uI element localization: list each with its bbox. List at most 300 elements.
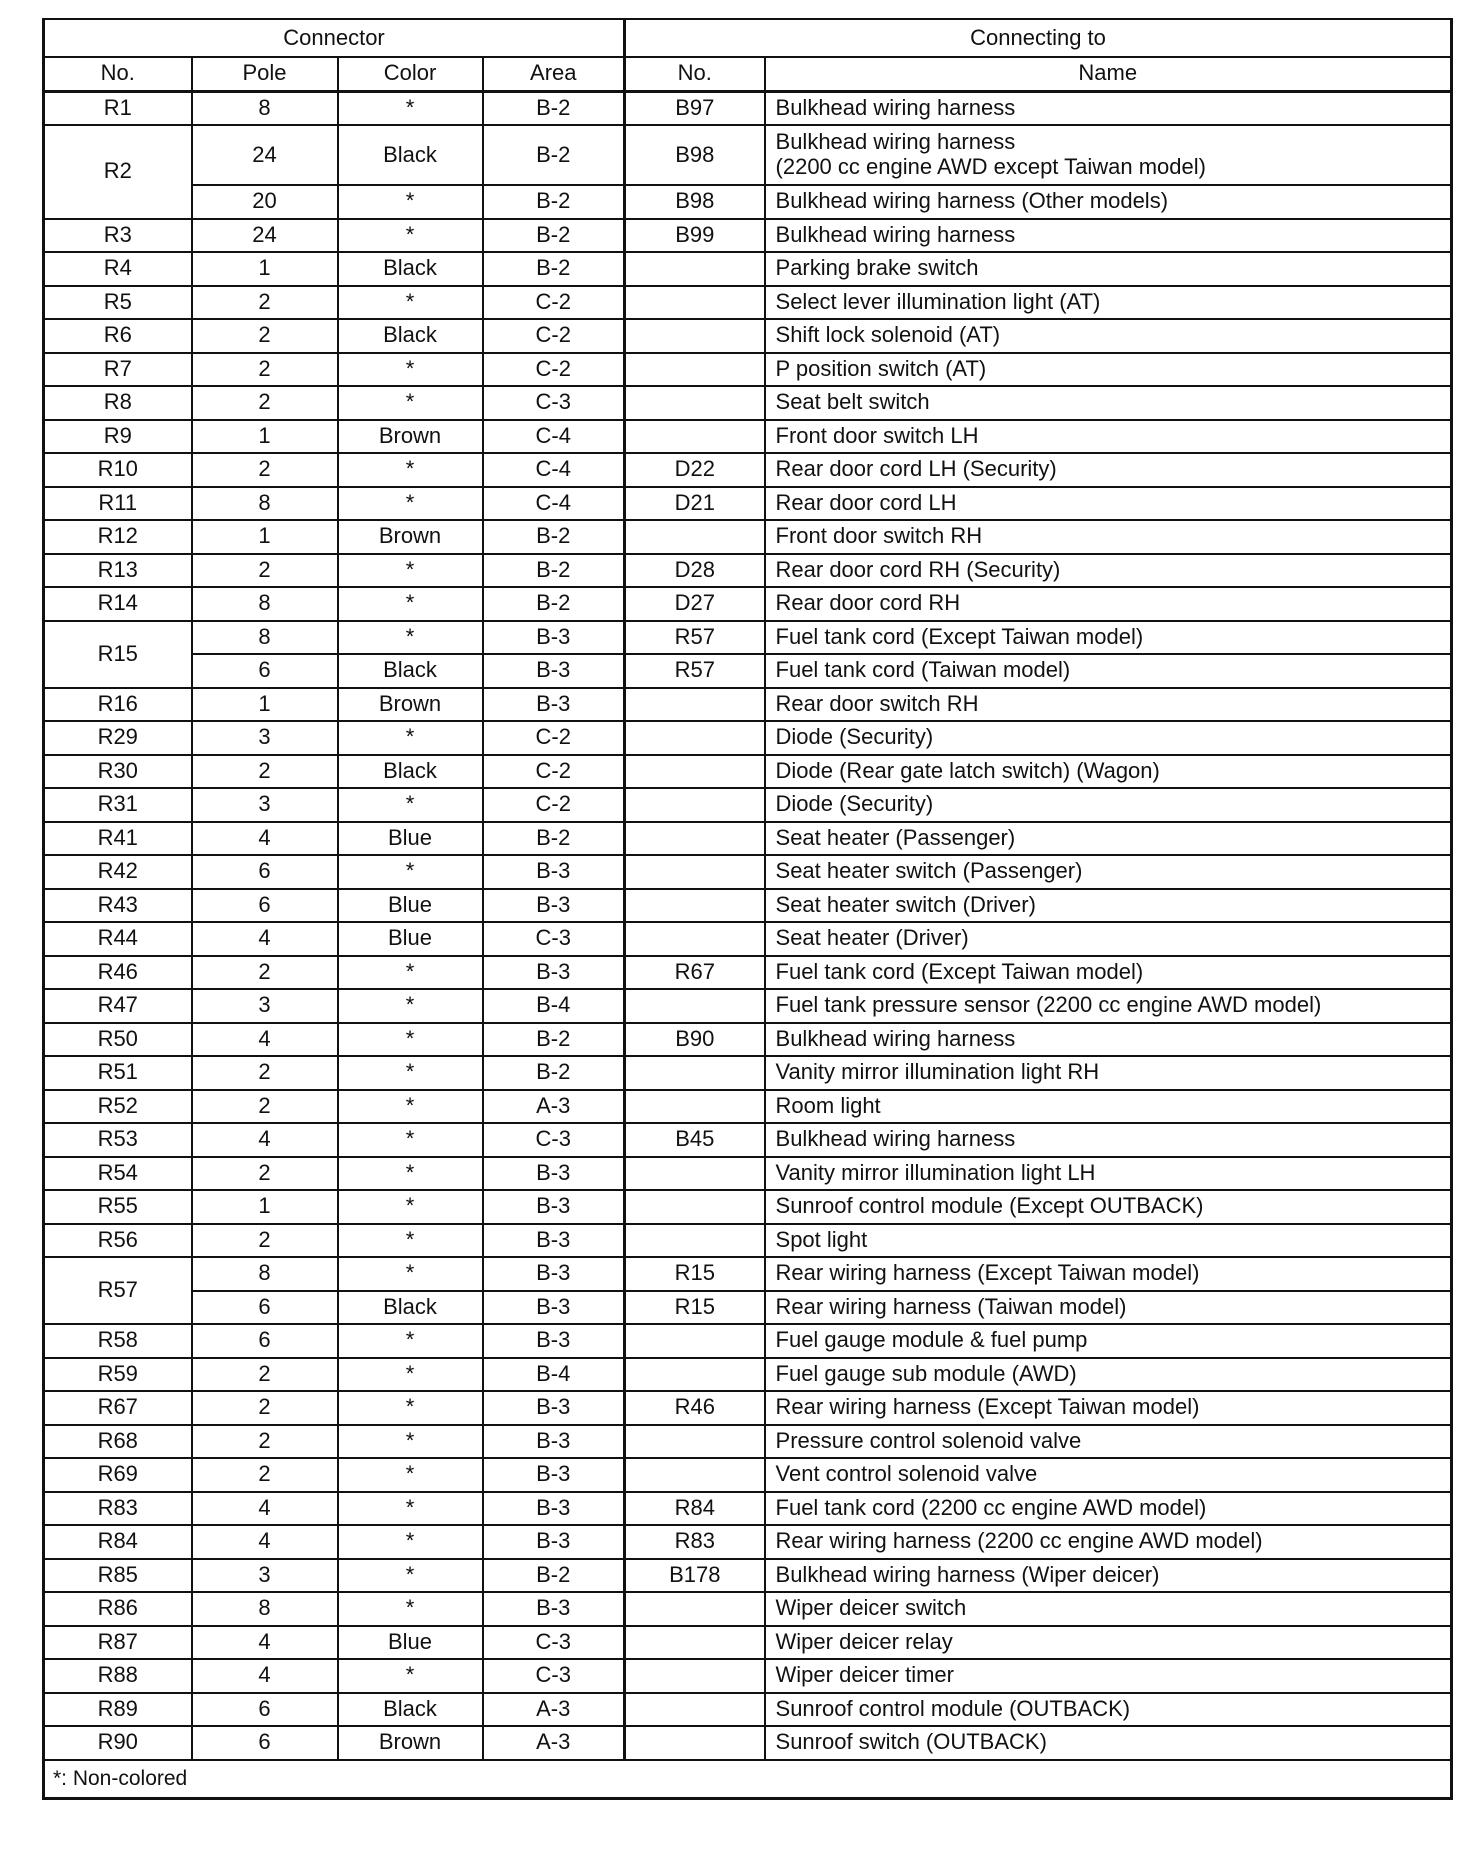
connecting-name-cell: Bulkhead wiring harness bbox=[765, 1123, 1452, 1157]
pole-cell: 1 bbox=[192, 420, 338, 454]
pole-cell: 6 bbox=[192, 654, 338, 688]
connector-no-cell: R83 bbox=[44, 1492, 192, 1526]
connecting-name-cell: Fuel tank cord (Except Taiwan model) bbox=[765, 956, 1452, 990]
color-cell: * bbox=[338, 1023, 483, 1057]
table-row bbox=[44, 420, 1452, 454]
pole-cell: 1 bbox=[192, 520, 338, 554]
table-row bbox=[44, 654, 1452, 688]
color-cell: * bbox=[338, 1659, 483, 1693]
connecting-name-cell: Fuel gauge module & fuel pump bbox=[765, 1324, 1452, 1358]
table-row bbox=[44, 125, 1452, 185]
color-cell: * bbox=[338, 587, 483, 621]
connecting-no-cell bbox=[625, 319, 765, 353]
color-cell: * bbox=[338, 1257, 483, 1291]
connecting-no-cell bbox=[625, 1425, 765, 1459]
area-cell: B-2 bbox=[483, 554, 625, 588]
connector-table bbox=[42, 18, 1453, 1800]
connecting-no-cell bbox=[625, 1592, 765, 1626]
connecting-no-cell bbox=[625, 1626, 765, 1660]
connector-no-cell: R58 bbox=[44, 1324, 192, 1358]
connecting-no-cell bbox=[625, 420, 765, 454]
table-row bbox=[44, 1559, 1452, 1593]
table-row bbox=[44, 1090, 1452, 1124]
connector-no-cell: R1 bbox=[44, 91, 192, 125]
pole-cell: 4 bbox=[192, 1492, 338, 1526]
pole-cell: 2 bbox=[192, 1224, 338, 1258]
connecting-no-cell bbox=[625, 788, 765, 822]
connecting-name-cell: Bulkhead wiring harness (Other models) bbox=[765, 185, 1452, 219]
connecting-name-cell: Rear door cord LH bbox=[765, 487, 1452, 521]
connector-no-cell: R43 bbox=[44, 889, 192, 923]
connecting-no-cell: D21 bbox=[625, 487, 765, 521]
area-cell: C-4 bbox=[483, 487, 625, 521]
pole-cell: 3 bbox=[192, 1559, 338, 1593]
color-cell: Black bbox=[338, 1693, 483, 1727]
table-row bbox=[44, 1659, 1452, 1693]
color-cell: Black bbox=[338, 1291, 483, 1325]
color-cell: * bbox=[338, 185, 483, 219]
pole-cell: 6 bbox=[192, 1726, 338, 1760]
table-row bbox=[44, 1023, 1452, 1057]
color-cell: Brown bbox=[338, 688, 483, 722]
connecting-name-cell: Fuel tank cord (Except Taiwan model) bbox=[765, 621, 1452, 655]
area-cell: A-3 bbox=[483, 1693, 625, 1727]
color-cell: Brown bbox=[338, 1726, 483, 1760]
color-cell: * bbox=[338, 1425, 483, 1459]
table-row bbox=[44, 1190, 1452, 1224]
connecting-no-cell: R46 bbox=[625, 1391, 765, 1425]
color-cell: * bbox=[338, 487, 483, 521]
color-cell: * bbox=[338, 353, 483, 387]
connector-no-cell: R52 bbox=[44, 1090, 192, 1124]
pole-cell: 2 bbox=[192, 353, 338, 387]
connecting-no-cell bbox=[625, 1659, 765, 1693]
pole-cell: 8 bbox=[192, 487, 338, 521]
color-cell: * bbox=[338, 386, 483, 420]
connector-no-cell: R84 bbox=[44, 1525, 192, 1559]
table-row bbox=[44, 353, 1452, 387]
pole-cell: 2 bbox=[192, 755, 338, 789]
area-cell: B-3 bbox=[483, 1291, 625, 1325]
connecting-name-cell: Vanity mirror illumination light RH bbox=[765, 1056, 1452, 1090]
pole-cell: 4 bbox=[192, 1525, 338, 1559]
area-cell: A-3 bbox=[483, 1090, 625, 1124]
color-cell: * bbox=[338, 1358, 483, 1392]
table-row bbox=[44, 989, 1452, 1023]
color-cell: * bbox=[338, 855, 483, 889]
connecting-name-cell: Fuel tank cord (Taiwan model) bbox=[765, 654, 1452, 688]
connector-no-cell: R6 bbox=[44, 319, 192, 353]
col-header-name: Name bbox=[765, 57, 1452, 91]
area-cell: B-3 bbox=[483, 1492, 625, 1526]
connector-no-cell: R5 bbox=[44, 286, 192, 320]
color-cell: * bbox=[338, 1123, 483, 1157]
pole-cell: 2 bbox=[192, 956, 338, 990]
color-cell: * bbox=[338, 1492, 483, 1526]
connector-no-cell: R46 bbox=[44, 956, 192, 990]
pole-cell: 6 bbox=[192, 1324, 338, 1358]
color-cell: * bbox=[338, 453, 483, 487]
table-row bbox=[44, 755, 1452, 789]
connecting-name-cell: Seat heater (Driver) bbox=[765, 922, 1452, 956]
table-row bbox=[44, 487, 1452, 521]
color-cell: Brown bbox=[338, 420, 483, 454]
pole-cell: 1 bbox=[192, 688, 338, 722]
connecting-no-cell bbox=[625, 1726, 765, 1760]
color-cell: * bbox=[338, 1224, 483, 1258]
pole-cell: 24 bbox=[192, 219, 338, 253]
connecting-no-cell bbox=[625, 688, 765, 722]
pole-cell: 2 bbox=[192, 286, 338, 320]
connecting-no-cell bbox=[625, 989, 765, 1023]
area-cell: B-3 bbox=[483, 1458, 625, 1492]
color-cell: Blue bbox=[338, 889, 483, 923]
pole-cell: 2 bbox=[192, 453, 338, 487]
area-cell: C-2 bbox=[483, 788, 625, 822]
connecting-no-cell: B98 bbox=[625, 125, 765, 185]
area-cell: C-3 bbox=[483, 1626, 625, 1660]
connecting-no-cell bbox=[625, 889, 765, 923]
area-cell: B-2 bbox=[483, 1023, 625, 1057]
area-cell: B-3 bbox=[483, 1224, 625, 1258]
area-cell: C-4 bbox=[483, 420, 625, 454]
connecting-no-cell: B178 bbox=[625, 1559, 765, 1593]
table-row bbox=[44, 587, 1452, 621]
connecting-name-cell: Bulkhead wiring harness (Wiper deicer) bbox=[765, 1559, 1452, 1593]
connecting-no-cell: B45 bbox=[625, 1123, 765, 1157]
table-row bbox=[44, 1391, 1452, 1425]
footnote: *: Non-colored bbox=[44, 1760, 1452, 1799]
table-row bbox=[44, 1324, 1452, 1358]
connector-no-cell: R2 bbox=[44, 125, 192, 219]
area-cell: C-2 bbox=[483, 286, 625, 320]
pole-cell: 2 bbox=[192, 386, 338, 420]
pole-cell: 3 bbox=[192, 989, 338, 1023]
connecting-no-cell: D28 bbox=[625, 554, 765, 588]
connecting-no-cell: B97 bbox=[625, 91, 765, 125]
connector-no-cell: R44 bbox=[44, 922, 192, 956]
connector-no-cell: R87 bbox=[44, 1626, 192, 1660]
table-row bbox=[44, 688, 1452, 722]
connecting-no-cell bbox=[625, 922, 765, 956]
area-cell: B-2 bbox=[483, 587, 625, 621]
connector-no-cell: R69 bbox=[44, 1458, 192, 1492]
area-cell: B-3 bbox=[483, 1157, 625, 1191]
connector-no-cell: R10 bbox=[44, 453, 192, 487]
connecting-no-cell bbox=[625, 386, 765, 420]
connecting-name-cell: Diode (Security) bbox=[765, 788, 1452, 822]
connecting-no-cell: R83 bbox=[625, 1525, 765, 1559]
table-row bbox=[44, 1257, 1452, 1291]
connecting-no-cell bbox=[625, 1090, 765, 1124]
connecting-no-cell: R67 bbox=[625, 956, 765, 990]
connector-no-cell: R14 bbox=[44, 587, 192, 621]
area-cell: B-2 bbox=[483, 185, 625, 219]
connecting-no-cell: R15 bbox=[625, 1257, 765, 1291]
table-row bbox=[44, 721, 1452, 755]
area-cell: B-3 bbox=[483, 654, 625, 688]
area-cell: C-3 bbox=[483, 1123, 625, 1157]
pole-cell: 6 bbox=[192, 1693, 338, 1727]
color-cell: * bbox=[338, 1592, 483, 1626]
pole-cell: 1 bbox=[192, 1190, 338, 1224]
pole-cell: 2 bbox=[192, 1425, 338, 1459]
connecting-name-cell: Spot light bbox=[765, 1224, 1452, 1258]
table-row bbox=[44, 286, 1452, 320]
color-cell: * bbox=[338, 721, 483, 755]
pole-cell: 8 bbox=[192, 621, 338, 655]
pole-cell: 4 bbox=[192, 1123, 338, 1157]
area-cell: B-4 bbox=[483, 989, 625, 1023]
connecting-no-cell bbox=[625, 1693, 765, 1727]
connector-no-cell: R29 bbox=[44, 721, 192, 755]
table-row bbox=[44, 1056, 1452, 1090]
col-header-pole: Pole bbox=[192, 57, 338, 91]
connector-no-cell: R12 bbox=[44, 520, 192, 554]
connecting-name-cell: Seat belt switch bbox=[765, 386, 1452, 420]
connector-no-cell: R16 bbox=[44, 688, 192, 722]
area-cell: B-2 bbox=[483, 125, 625, 185]
area-cell: A-3 bbox=[483, 1726, 625, 1760]
table-row bbox=[44, 185, 1452, 219]
table-row bbox=[44, 1291, 1452, 1325]
area-cell: B-2 bbox=[483, 822, 625, 856]
connecting-name-cell: Front door switch RH bbox=[765, 520, 1452, 554]
table-row bbox=[44, 453, 1452, 487]
connecting-no-cell: D22 bbox=[625, 453, 765, 487]
area-cell: B-3 bbox=[483, 1391, 625, 1425]
area-cell: C-2 bbox=[483, 755, 625, 789]
connecting-name-cell: Room light bbox=[765, 1090, 1452, 1124]
color-cell: * bbox=[338, 788, 483, 822]
connecting-no-cell bbox=[625, 1224, 765, 1258]
area-cell: B-3 bbox=[483, 1592, 625, 1626]
connecting-name-cell: Bulkhead wiring harness (2200 cc engine AWD except Taiwan model) bbox=[765, 125, 1452, 185]
connector-no-cell: R86 bbox=[44, 1592, 192, 1626]
pole-cell: 4 bbox=[192, 922, 338, 956]
connecting-name-cell: Rear wiring harness (Taiwan model) bbox=[765, 1291, 1452, 1325]
pole-cell: 2 bbox=[192, 1458, 338, 1492]
connector-no-cell: R59 bbox=[44, 1358, 192, 1392]
connector-no-cell: R4 bbox=[44, 252, 192, 286]
area-cell: B-2 bbox=[483, 1056, 625, 1090]
connector-group-header: Connector bbox=[44, 19, 625, 57]
connecting-name-cell: Vanity mirror illumination light LH bbox=[765, 1157, 1452, 1191]
color-cell: Black bbox=[338, 252, 483, 286]
connecting-no-cell bbox=[625, 1324, 765, 1358]
table-row bbox=[44, 855, 1452, 889]
table-row bbox=[44, 889, 1452, 923]
connecting-to-group-header: Connecting to bbox=[625, 19, 1452, 57]
col-header-to-no: No. bbox=[625, 57, 765, 91]
pole-cell: 6 bbox=[192, 889, 338, 923]
area-cell: B-3 bbox=[483, 1190, 625, 1224]
col-header-area: Area bbox=[483, 57, 625, 91]
connector-table-sheet bbox=[42, 18, 1450, 1800]
table-row bbox=[44, 554, 1452, 588]
connecting-no-cell bbox=[625, 520, 765, 554]
color-cell: * bbox=[338, 956, 483, 990]
table-row bbox=[44, 1492, 1452, 1526]
connecting-no-cell bbox=[625, 1056, 765, 1090]
pole-cell: 4 bbox=[192, 1659, 338, 1693]
connecting-no-cell bbox=[625, 252, 765, 286]
table-row bbox=[44, 386, 1452, 420]
connecting-name-cell: Select lever illumination light (AT) bbox=[765, 286, 1452, 320]
area-cell: C-3 bbox=[483, 922, 625, 956]
connecting-no-cell: R15 bbox=[625, 1291, 765, 1325]
connecting-name-cell: Sunroof switch (OUTBACK) bbox=[765, 1726, 1452, 1760]
connector-no-cell: R55 bbox=[44, 1190, 192, 1224]
table-row bbox=[44, 1358, 1452, 1392]
color-cell: Blue bbox=[338, 922, 483, 956]
color-cell: * bbox=[338, 554, 483, 588]
connector-no-cell: R13 bbox=[44, 554, 192, 588]
table-row bbox=[44, 956, 1452, 990]
color-cell: * bbox=[338, 1525, 483, 1559]
col-header-color: Color bbox=[338, 57, 483, 91]
table-row bbox=[44, 1458, 1452, 1492]
area-cell: B-2 bbox=[483, 1559, 625, 1593]
color-cell: Black bbox=[338, 755, 483, 789]
connecting-name-cell: Pressure control solenoid valve bbox=[765, 1425, 1452, 1459]
pole-cell: 2 bbox=[192, 1157, 338, 1191]
area-cell: B-3 bbox=[483, 1257, 625, 1291]
pole-cell: 2 bbox=[192, 1090, 338, 1124]
col-header-no: No. bbox=[44, 57, 192, 91]
connecting-name-cell: Fuel gauge sub module (AWD) bbox=[765, 1358, 1452, 1392]
color-cell: * bbox=[338, 989, 483, 1023]
area-cell: B-3 bbox=[483, 1525, 625, 1559]
connecting-name-cell: Wiper deicer relay bbox=[765, 1626, 1452, 1660]
connector-no-cell: R7 bbox=[44, 353, 192, 387]
connector-no-cell: R42 bbox=[44, 855, 192, 889]
connecting-name-cell: Bulkhead wiring harness bbox=[765, 91, 1452, 125]
table-row bbox=[44, 319, 1452, 353]
table-row bbox=[44, 1425, 1452, 1459]
color-cell: * bbox=[338, 1190, 483, 1224]
table-row bbox=[44, 252, 1452, 286]
area-cell: C-2 bbox=[483, 721, 625, 755]
table-row bbox=[44, 1157, 1452, 1191]
color-cell: * bbox=[338, 1324, 483, 1358]
table-body bbox=[44, 91, 1452, 1760]
table-row bbox=[44, 822, 1452, 856]
connecting-name-cell: Fuel tank cord (2200 cc engine AWD model) bbox=[765, 1492, 1452, 1526]
connecting-name-cell: Vent control solenoid valve bbox=[765, 1458, 1452, 1492]
area-cell: C-2 bbox=[483, 353, 625, 387]
pole-cell: 1 bbox=[192, 252, 338, 286]
table-row bbox=[44, 1123, 1452, 1157]
table-row bbox=[44, 1626, 1452, 1660]
area-cell: B-3 bbox=[483, 1425, 625, 1459]
pole-cell: 2 bbox=[192, 319, 338, 353]
connecting-no-cell bbox=[625, 1358, 765, 1392]
table-row bbox=[44, 922, 1452, 956]
color-cell: * bbox=[338, 1458, 483, 1492]
pole-cell: 6 bbox=[192, 1291, 338, 1325]
connecting-name-cell: Parking brake switch bbox=[765, 252, 1452, 286]
connecting-name-cell: Seat heater (Passenger) bbox=[765, 822, 1452, 856]
connector-no-cell: R57 bbox=[44, 1257, 192, 1324]
connector-no-cell: R56 bbox=[44, 1224, 192, 1258]
area-cell: B-4 bbox=[483, 1358, 625, 1392]
connecting-no-cell bbox=[625, 286, 765, 320]
color-cell: * bbox=[338, 621, 483, 655]
connector-no-cell: R30 bbox=[44, 755, 192, 789]
table-row bbox=[44, 1726, 1452, 1760]
connector-no-cell: R89 bbox=[44, 1693, 192, 1727]
connector-no-cell: R47 bbox=[44, 989, 192, 1023]
table-row bbox=[44, 91, 1452, 125]
connecting-name-cell: Bulkhead wiring harness bbox=[765, 219, 1452, 253]
connecting-name-cell: Rear wiring harness (Except Taiwan model) bbox=[765, 1391, 1452, 1425]
connecting-name-cell: Rear wiring harness (Except Taiwan model) bbox=[765, 1257, 1452, 1291]
connecting-no-cell: R57 bbox=[625, 621, 765, 655]
area-cell: B-2 bbox=[483, 520, 625, 554]
table-row bbox=[44, 1224, 1452, 1258]
connecting-name-cell: Wiper deicer timer bbox=[765, 1659, 1452, 1693]
area-cell: C-3 bbox=[483, 386, 625, 420]
pole-cell: 6 bbox=[192, 855, 338, 889]
area-cell: B-3 bbox=[483, 688, 625, 722]
connecting-name-cell: Rear door switch RH bbox=[765, 688, 1452, 722]
connecting-no-cell bbox=[625, 755, 765, 789]
connector-no-cell: R8 bbox=[44, 386, 192, 420]
connector-no-cell: R85 bbox=[44, 1559, 192, 1593]
color-cell: * bbox=[338, 1157, 483, 1191]
connecting-no-cell bbox=[625, 855, 765, 889]
connector-no-cell: R54 bbox=[44, 1157, 192, 1191]
table-row bbox=[44, 788, 1452, 822]
connector-no-cell: R31 bbox=[44, 788, 192, 822]
pole-cell: 20 bbox=[192, 185, 338, 219]
connecting-name-cell: Seat heater switch (Driver) bbox=[765, 889, 1452, 923]
color-cell: * bbox=[338, 1391, 483, 1425]
connecting-name-cell: Rear door cord LH (Security) bbox=[765, 453, 1452, 487]
connecting-name-cell: Rear door cord RH (Security) bbox=[765, 554, 1452, 588]
connector-no-cell: R90 bbox=[44, 1726, 192, 1760]
connecting-no-cell: D27 bbox=[625, 587, 765, 621]
pole-cell: 2 bbox=[192, 1391, 338, 1425]
color-cell: * bbox=[338, 91, 483, 125]
connecting-no-cell bbox=[625, 1190, 765, 1224]
connector-no-cell: R53 bbox=[44, 1123, 192, 1157]
area-cell: B-3 bbox=[483, 1324, 625, 1358]
area-cell: B-3 bbox=[483, 855, 625, 889]
color-cell: Black bbox=[338, 654, 483, 688]
connecting-name-cell: Front door switch LH bbox=[765, 420, 1452, 454]
table-row bbox=[44, 1525, 1452, 1559]
color-cell: * bbox=[338, 286, 483, 320]
color-cell: Blue bbox=[338, 1626, 483, 1660]
connecting-name-cell: Diode (Security) bbox=[765, 721, 1452, 755]
color-cell: * bbox=[338, 219, 483, 253]
area-cell: C-3 bbox=[483, 1659, 625, 1693]
connecting-no-cell: R84 bbox=[625, 1492, 765, 1526]
area-cell: B-2 bbox=[483, 219, 625, 253]
connecting-name-cell: Sunroof control module (OUTBACK) bbox=[765, 1693, 1452, 1727]
connecting-name-cell: Diode (Rear gate latch switch) (Wagon) bbox=[765, 755, 1452, 789]
connecting-name-cell: Seat heater switch (Passenger) bbox=[765, 855, 1452, 889]
connector-no-cell: R11 bbox=[44, 487, 192, 521]
pole-cell: 8 bbox=[192, 1592, 338, 1626]
table-row bbox=[44, 1693, 1452, 1727]
connecting-name-cell: Bulkhead wiring harness bbox=[765, 1023, 1452, 1057]
table-row bbox=[44, 621, 1452, 655]
connecting-no-cell bbox=[625, 822, 765, 856]
connecting-name-cell: Wiper deicer switch bbox=[765, 1592, 1452, 1626]
